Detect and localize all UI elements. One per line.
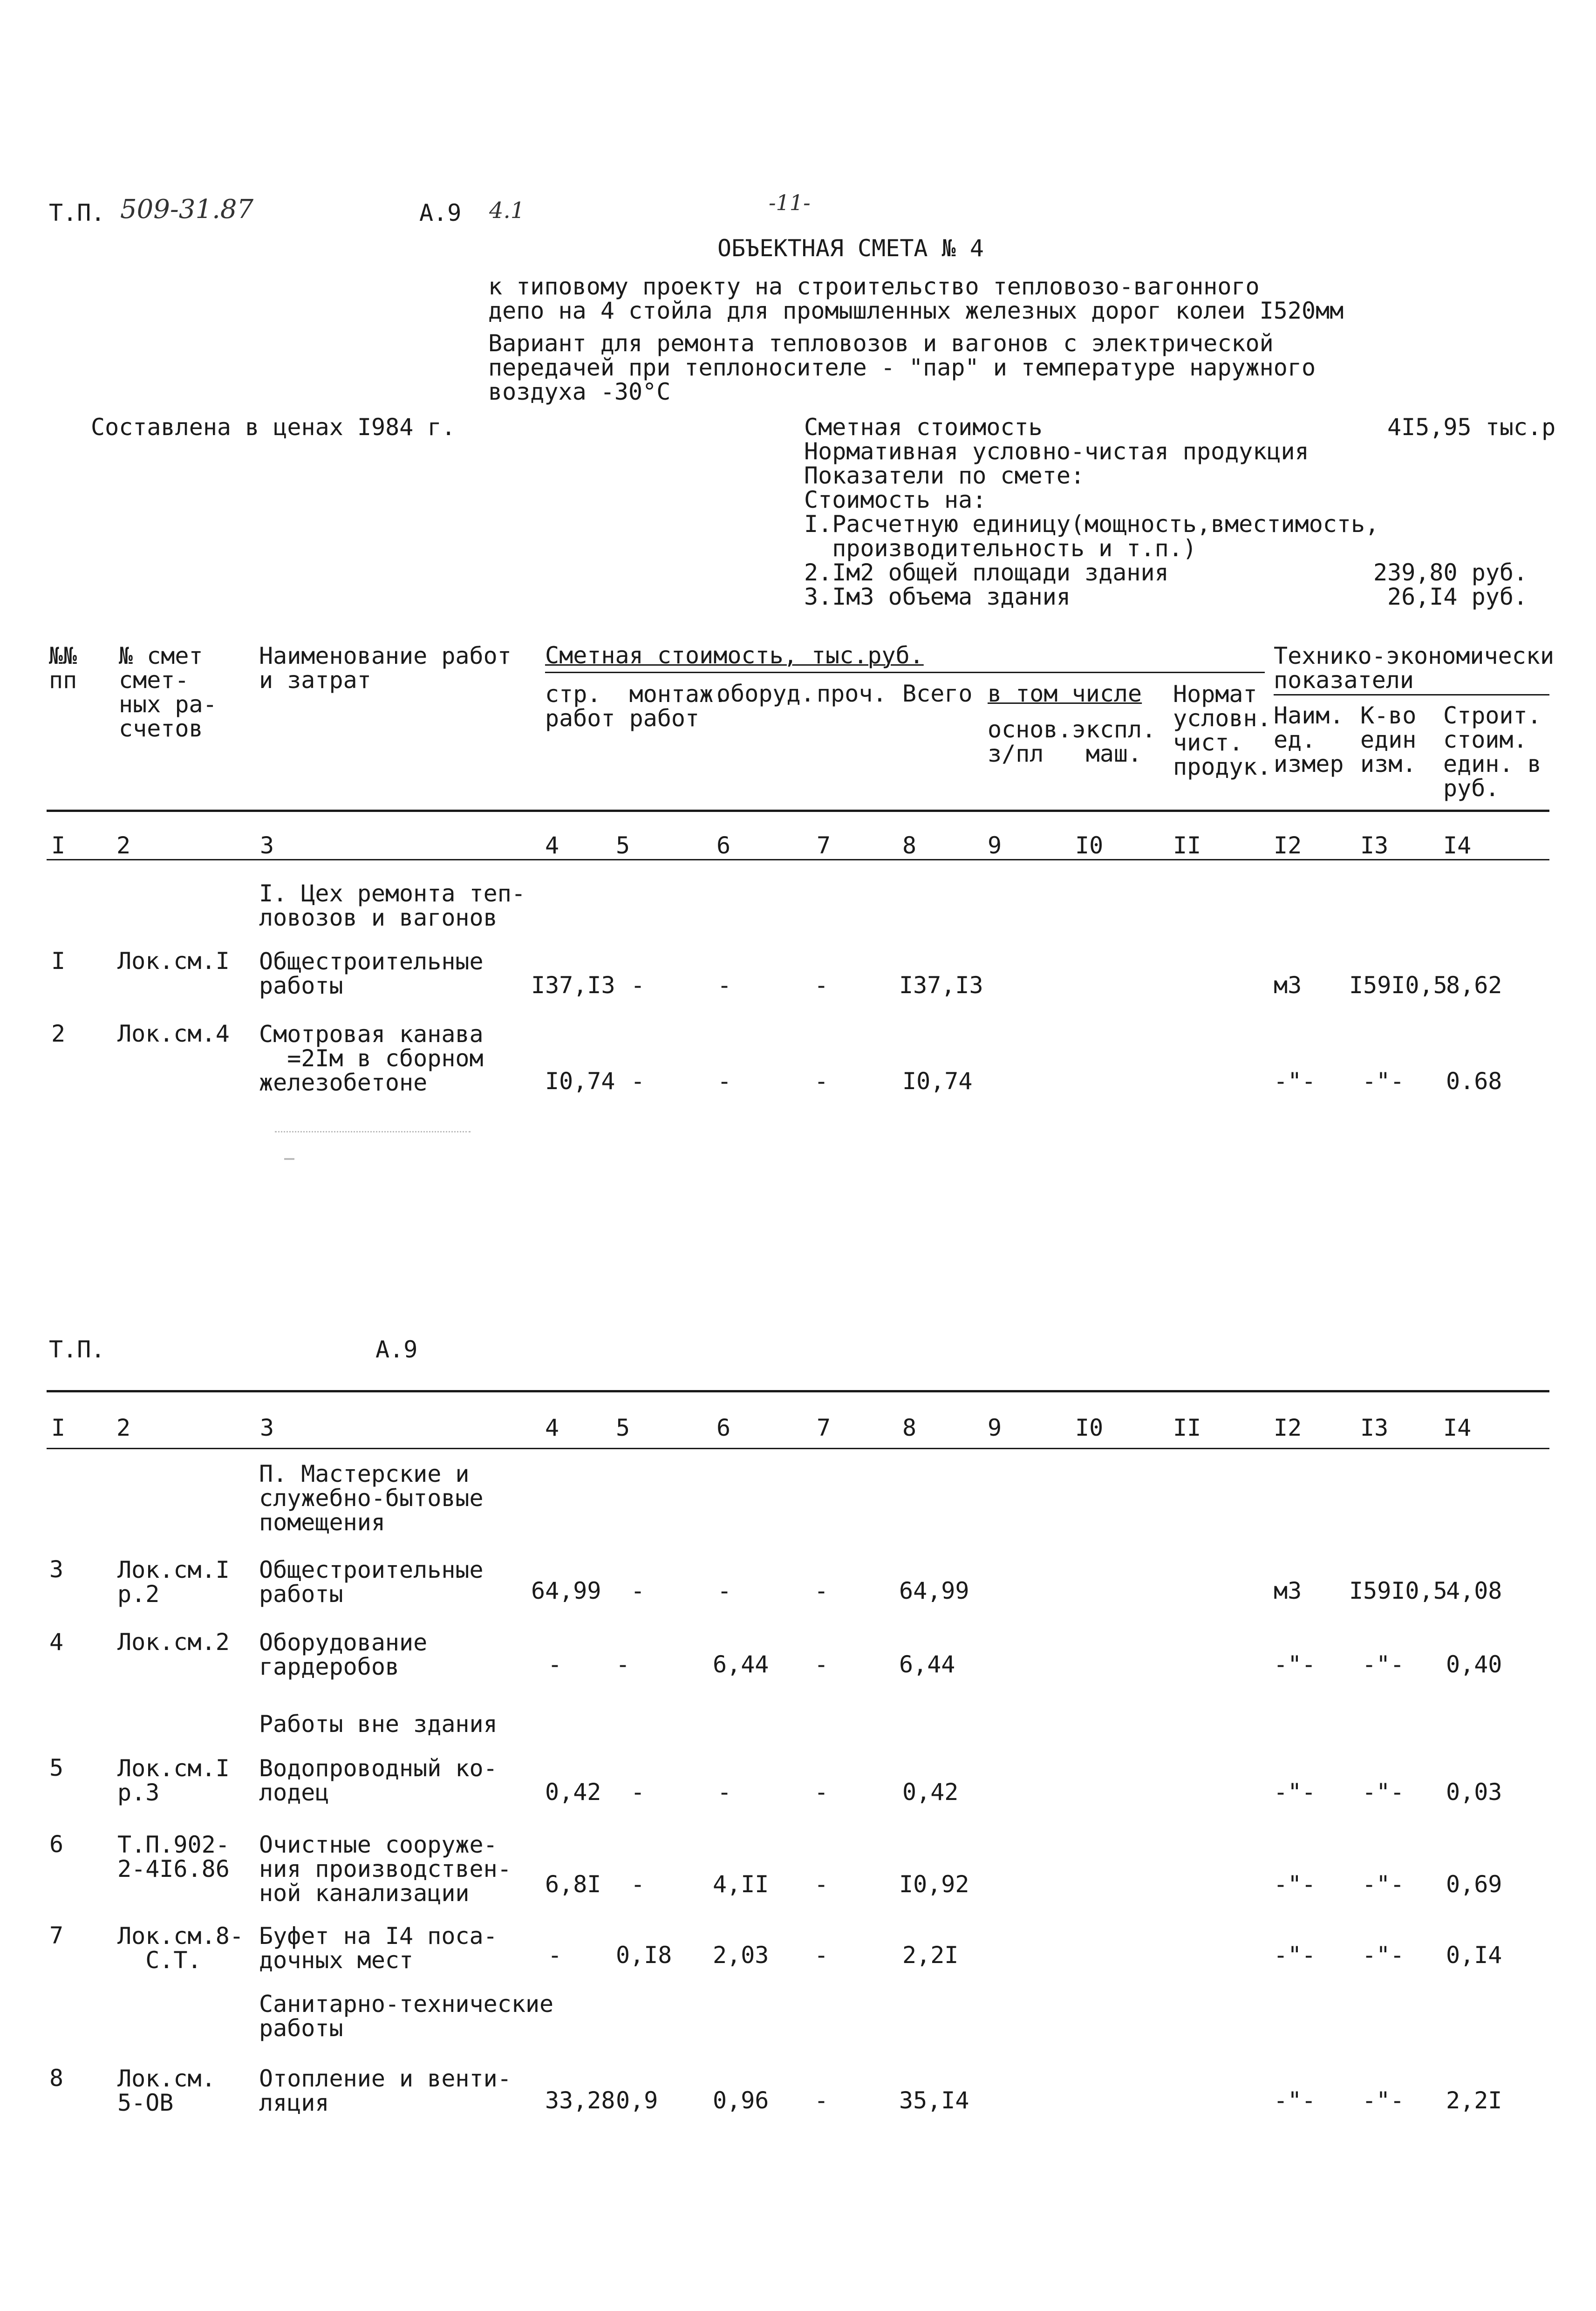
summary-indicators: Показатели по смете: [804,462,1085,489]
row-number: 8 [49,2065,64,2092]
summary-estimated-cost: Сметная стоимость [804,414,1043,441]
col-header-unit-name: Наим. ед. измер [1274,702,1344,777]
col-header-unit-cost: Строит. стоим. един. в руб. [1443,702,1541,802]
subtitle-line-2: депо на 4 стойла для промышленных железных дорог колеи I520мм [488,297,1344,324]
row-number: 2 [51,1020,66,1047]
row-estimate-ref: Лок.см.I р.3 [117,1755,230,1806]
row-unit-cost: 0.68 [1446,1068,1502,1095]
row-total: I0,74 [902,1068,973,1095]
row-work-name: Общестроительные работы [259,1556,484,1608]
row-number: 4 [49,1629,64,1656]
row-unit-cost: 0,03 [1446,1779,1502,1806]
tp-number: 509-31.87 [120,194,254,225]
col-header-normative: Нормат условн. чист. продук. [1173,681,1271,780]
row-mounting: - [631,1779,645,1806]
col-header-number: №№ пп [49,642,77,694]
row-work-name: Оборудование гардеробов [259,1629,428,1680]
row-mounting: 0,9 [616,2087,658,2114]
col-header-work-name: Наименование работ и затрат [259,642,512,694]
row-unit-qty: -"- [1362,1871,1405,1898]
row-mounting: - [631,1068,645,1095]
row-equipment: - [717,1068,732,1095]
tp-label: Т.П. [49,199,105,226]
row-unit-name: -"- [1274,2087,1316,2114]
row-other: - [814,1651,829,1678]
summary-volume: 3.Iм3 объема здания [804,583,1071,610]
colnum-2: 2 [116,1414,131,1441]
colnum-1: I [51,832,66,859]
scan-artifact [275,1131,471,1134]
summary-unit-cont: производительность и т.п.) [804,535,1197,562]
row-other: - [814,972,829,999]
row-unit-cost: 0,69 [1446,1871,1502,1898]
row-estimate-ref: Т.П.902- 2-4I6.86 [117,1831,230,1882]
colnum-9: 9 [988,832,1002,859]
row-equipment: - [717,1779,732,1806]
row-unit-qty: -"- [1362,1651,1405,1678]
album-sheet: 4.1 [489,198,525,224]
col-header-including: в том числе [988,680,1142,707]
colnum-12: I2 [1274,832,1302,859]
colnum-5: 5 [616,832,630,859]
page2-tp-label: Т.П. [49,1336,105,1363]
section-2-title: П. Мастерские и служебно-бытовые помещения [259,1460,484,1536]
album-label: А.9 [419,199,462,226]
row-total: I37,I3 [899,972,983,999]
summary-estimated-cost-value: 4I5,95 тыс.р [1387,414,1556,441]
row-unit-name: -"- [1274,1651,1316,1678]
row-number: I [51,948,66,975]
row-total: 0,42 [902,1779,959,1806]
row-total: I0,92 [899,1871,969,1898]
colnum-14: I4 [1443,832,1472,859]
summary-area: 2.Iм2 общей площади здания [804,559,1169,586]
row-mounting: 0,I8 [616,1942,672,1969]
scan-artifact [284,1158,294,1160]
row-estimate-ref: Лок.см.2 [117,1629,230,1656]
row-unit-cost: 4,08 [1446,1577,1502,1604]
row-unit-name: м3 [1274,972,1302,999]
colnum-rule [47,1448,1549,1449]
row-construction: I37,I3 [531,972,615,999]
row-work-name: Смотровая канава =2Iм в сборном железобетоне [259,1021,484,1096]
section-1-title: I. Цех ремонта теп- ловозов и вагонов [259,880,525,931]
variant-line-2: передачей при теплоносителе - "пар" и температуре наружного [488,354,1316,381]
row-mounting: - [631,1871,645,1898]
colnum-9: 9 [988,1414,1002,1441]
colnum-1: I [51,1414,66,1441]
row-unit-qty: -"- [1362,1779,1405,1806]
row-total: 2,2I [902,1942,959,1969]
row-equipment: 0,96 [713,2087,769,2114]
subsection-sanitary-works: Санитарно-технические работы [259,1991,554,2042]
row-unit-cost: 0,I4 [1446,1942,1502,1969]
row-estimate-ref: Лок.см.I [117,948,230,975]
row-equipment: 4,II [713,1871,769,1898]
subtitle-line-1: к типовому проекту на строительство тепловозо-вагонного [488,273,1260,300]
row-unit-cost: 8,62 [1446,972,1502,999]
col-header-cost-group: Сметная стоимость, тыс.руб. [545,642,924,669]
row-unit-qty: -"- [1362,2087,1405,2114]
row-unit-qty: -"- [1362,1942,1405,1969]
row-number: 3 [49,1556,64,1583]
summary-volume-value: 26,I4 руб. [1387,583,1528,610]
row-equipment: 2,03 [713,1942,769,1969]
colnum-13: I3 [1360,832,1389,859]
row-estimate-ref: Лок.см. 5-ОВ [117,2065,216,2116]
colnum-6: 6 [716,832,731,859]
row-other: - [814,1871,829,1898]
colnum-7: 7 [817,1414,831,1441]
row-construction: - [548,1651,562,1678]
row-work-name: Очистные сооруже- ния производствен- ной канализации [259,1831,512,1907]
subsection-outside-works: Работы вне здания [259,1711,498,1738]
row-equipment: - [717,1577,732,1604]
row-construction: 33,28 [545,2087,615,2114]
row-work-name: Общестроительные работы [259,948,484,999]
row-estimate-ref: Лок.см.4 [117,1020,230,1047]
col-header-wage-machines: основ.экспл. з/пл маш. [988,716,1156,767]
row-unit-cost: 0,40 [1446,1651,1502,1678]
colnum-7: 7 [817,832,831,859]
row-number: 5 [49,1754,64,1781]
row-unit-name: -"- [1274,1871,1316,1898]
colnum-rule [47,859,1549,860]
colnum-4: 4 [545,832,559,859]
variant-line-3: воздуха -30°С [488,378,671,405]
variant-line-1: Вариант для ремонта тепловозов и вагонов с электрической [488,330,1274,357]
row-estimate-ref: Лок.см.I р.2 [117,1556,230,1608]
colnum-11: II [1173,832,1201,859]
summary-normative-production: Нормативная условно-чистая продукция [804,438,1309,465]
col-header-unit-qty: К-во един изм. [1360,702,1417,777]
colnum-3: 3 [260,832,274,859]
row-unit-qty: I59I0,5 [1349,972,1447,999]
row-work-name: Буфет на I4 поса- дочных мест [259,1922,498,1974]
col-header-total: Всего [902,680,973,707]
summary-unit: I.Расчетную единицу(мощность,вместимость, [804,511,1379,538]
colnum-11: II [1173,1414,1201,1441]
row-construction: 64,99 [531,1577,601,1604]
row-construction: 6,8I [545,1871,601,1898]
row-equipment: 6,44 [713,1651,769,1678]
row-unit-cost: 2,2I [1446,2087,1502,2114]
prices-note: Составлена в ценах I984 г. [91,414,456,441]
summary-cost-per: Стоимость на: [804,486,987,513]
colnum-3: 3 [260,1414,274,1441]
colnum-8: 8 [902,1414,917,1441]
tech-group-rule [1274,694,1549,695]
row-equipment: - [717,972,732,999]
row-construction: I0,74 [545,1068,615,1095]
summary-area-value: 239,80 руб. [1373,559,1528,586]
row-unit-qty: I59I0,5 [1349,1577,1447,1604]
row-work-name: Водопроводный ко- лодец [259,1755,498,1806]
colnum-4: 4 [545,1414,559,1441]
cost-group-rule [545,672,1265,673]
row-mounting: - [631,1577,645,1604]
row-other: - [814,1577,829,1604]
colnum-10: I0 [1075,832,1104,859]
row-estimate-ref: Лок.см.8- С.Т. [117,1922,244,1974]
row-other: - [814,1942,829,1969]
header-bottom-rule [47,810,1549,812]
row-total: 35,I4 [899,2087,969,2114]
row-other: - [814,2087,829,2114]
row-number: 7 [49,1922,64,1949]
colnum-14: I4 [1443,1414,1472,1441]
page2-album-label: А.9 [375,1336,418,1363]
row-mounting: - [631,972,645,999]
col-header-tech-econ: Технико-экономически показатели [1274,642,1555,694]
row-construction: 0,42 [545,1779,601,1806]
col-header-estimate-ref: № смет смет- ных ра- счетов [119,642,217,742]
colnum-2: 2 [116,832,131,859]
row-unit-name: -"- [1274,1068,1316,1095]
page2-top-rule [47,1390,1549,1392]
row-number: 6 [49,1831,64,1858]
colnum-10: I0 [1075,1414,1104,1441]
row-unit-name: -"- [1274,1779,1316,1806]
col-header-equipment: оборуд. [716,680,815,707]
page-mark: -11- [769,190,811,215]
colnum-13: I3 [1360,1414,1389,1441]
row-unit-qty: -"- [1362,1068,1405,1095]
colnum-12: I2 [1274,1414,1302,1441]
row-work-name: Отопление и венти- ляция [259,2065,512,2116]
row-construction: - [548,1942,562,1969]
colnum-8: 8 [902,832,917,859]
col-header-other: проч. [817,680,887,707]
document-title: ОБЪЕКТНАЯ СМЕТА № 4 [717,235,984,262]
col-header-construction-mounting: стр. монтаж. работ работ [545,681,728,732]
colnum-5: 5 [616,1414,630,1441]
row-total: 6,44 [899,1651,955,1678]
row-mounting: - [616,1651,630,1678]
row-unit-name: -"- [1274,1942,1316,1969]
row-other: - [814,1779,829,1806]
colnum-6: 6 [716,1414,731,1441]
row-other: - [814,1068,829,1095]
row-unit-name: м3 [1274,1577,1302,1604]
row-total: 64,99 [899,1577,969,1604]
